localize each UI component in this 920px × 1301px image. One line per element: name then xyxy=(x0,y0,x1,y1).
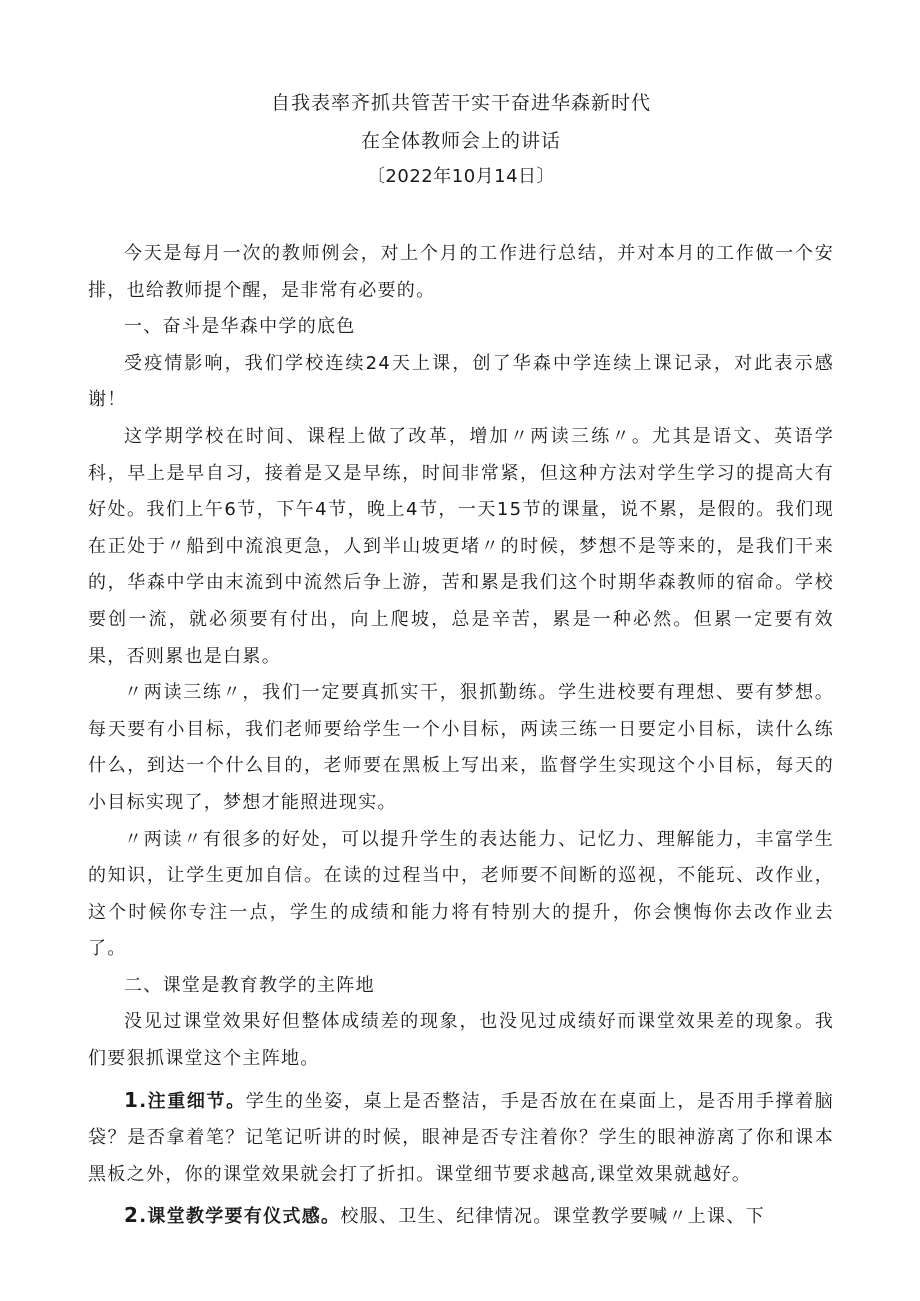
document-subtitle: 在全体教师会上的讲话 xyxy=(360,130,561,152)
document-body xyxy=(88,236,834,1236)
item-text: 学生的坐姿，桌上是否整洁，手是否放在在桌面上，是否用手撑着脑袋？是否拿着笔？记笔记听讲的时候，眼神是否专注着你？学生的眼神游离了你和课本黑板之外，你的课堂效果就会打了折扣。课堂细节要求越高,课堂效果就越好。 xyxy=(88,1090,835,1185)
numbered-item xyxy=(88,1197,834,1236)
document-title: 自我表率齐抓共管苦干实干奋进华森新时代 xyxy=(270,92,651,114)
item-number: 2 xyxy=(124,1203,140,1228)
paragraph: 没见过课堂效果好但整体成绩差的现象，也没见过成绩好而课堂效果差的现象。我们要狠抓课堂这个主阵地。 xyxy=(88,1011,834,1070)
document-date: 〔2022年10月14日〕 xyxy=(366,166,556,187)
document-page xyxy=(88,88,834,1236)
item-text: 校服、卫生、纪律情况。课堂教学要喊〃上课、下 xyxy=(340,1206,765,1228)
paragraph: 〃两读〃有很多的好处，可以提升学生的表达能力、记忆力、理解能力，丰富学生的知识，让学生更加自信。在读的过程当中，老师要不间断的巡视，不能玩、改作业，这个时候你专注一点，学生的成绩和能力将有特别大的提升，你会懊悔你去改作业去了。 xyxy=(88,828,834,960)
section-heading-2: 二、课堂是教育教学的主阵地 xyxy=(124,974,375,996)
section-heading-1: 一、奋斗是华森中学的底色 xyxy=(124,316,356,338)
numbered-item xyxy=(88,1082,834,1194)
item-lead: .注重细节。 xyxy=(139,1090,246,1112)
item-number: 1 xyxy=(124,1087,140,1112)
paragraph: 〃两读三练〃，我们一定要真抓实干，狠抓勤练。学生进校要有理想、要有梦想。每天要有小目标，我们老师要给学生一个小目标，两读三练一日要定小目标，读什么练什么，到达一个什么目的，老师要在黑板上写出来，监督学生实现这个小目标，每天的小目标实现了，梦想才能照进现实。 xyxy=(88,682,834,813)
paragraph: 受疫情影响，我们学校连续24天上课，创了华森中学连续上课记录，对此表示感谢！ xyxy=(88,352,834,411)
paragraph: 这学期学校在时间、课程上做了改革，增加〃两读三练〃。尤其是语文、英语学科，早上是早自习，接着是又是早练，时间非常紧，但这种方法对学生学习的提高大有好处。我们上午6节，下午4节，晚上4节，一天15节的课量，说不累，是假的。我们现在正处于〃船到中流浪更急，人到半山坡更堵〃的时候，梦想不是等来的，是我们干来的，华森中学由末流到中流然后争上游，苦和累是我们这个时期华森教师的宿命。学校要创一流，就必须要有付出，向上爬坡，总是辛苦，累是一种必然。但累一定要有效果，否则累也是白累。 xyxy=(88,425,834,667)
title-block xyxy=(88,88,834,192)
item-lead: .课堂教学要有仪式感。 xyxy=(139,1206,341,1228)
intro-paragraph: 今天是每月一次的教师例会，对上个月的工作进行总结，并对本月的工作做一个安排，也给教师提个醒，是非常有必要的。 xyxy=(88,243,834,301)
